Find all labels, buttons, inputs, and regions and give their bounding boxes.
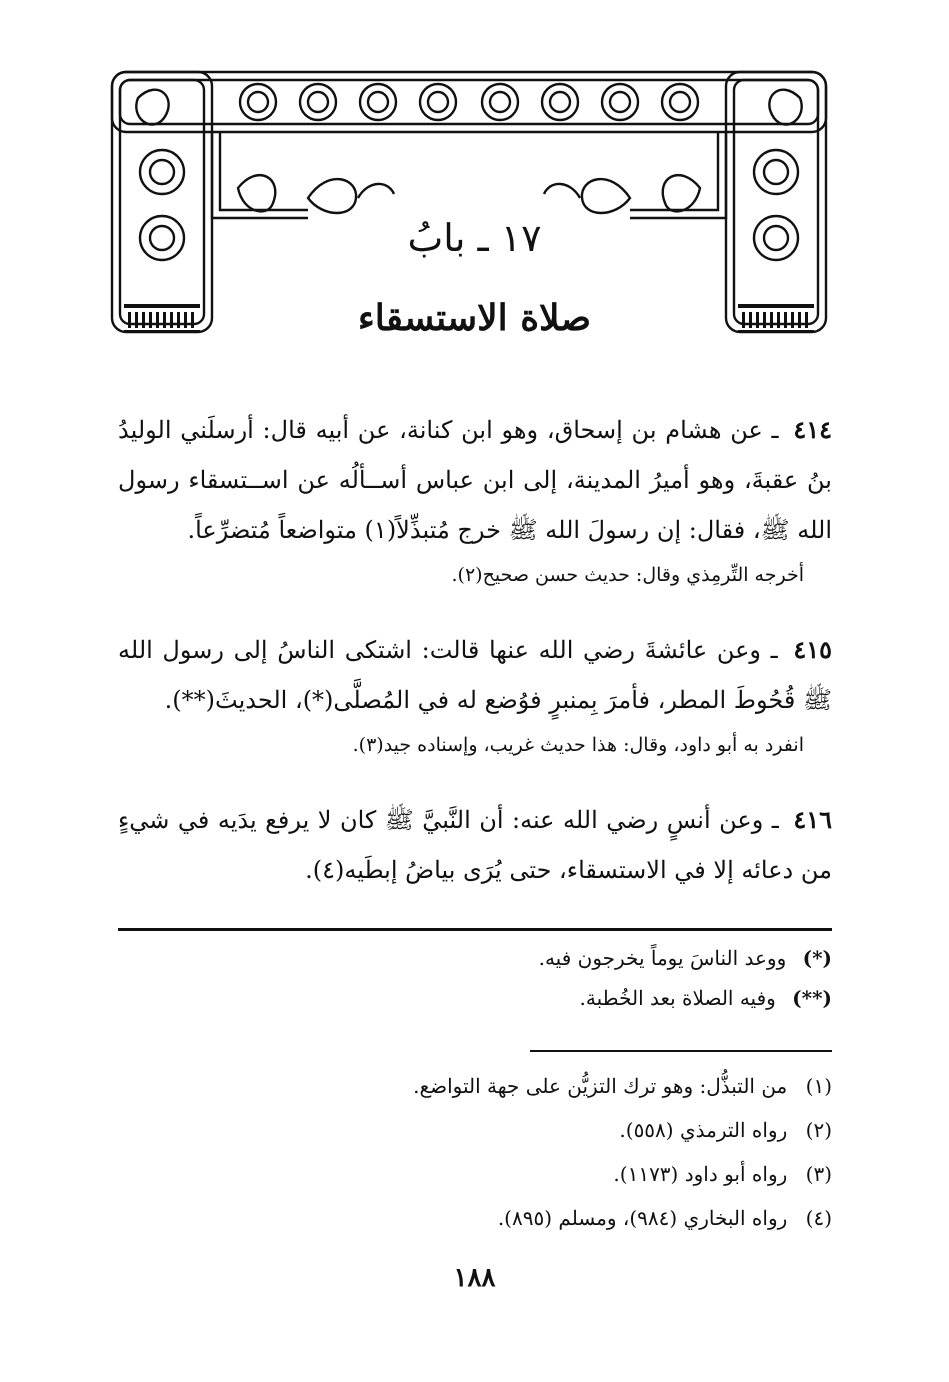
hadith-text bbox=[118, 405, 832, 555]
footnote-number: (٢) bbox=[805, 1118, 832, 1142]
footnote-number: (٤) bbox=[805, 1206, 832, 1230]
hadith-number: ٤١٦ bbox=[793, 805, 832, 834]
footnote-divider bbox=[530, 1050, 832, 1052]
editor-note bbox=[118, 938, 832, 978]
hadith-body: ـ عن هشام بن إسحاق، وهو ابن كنانة، عن أبيه قال: أرسلَني الوليدُ بنُ عقبةَ، وهو أميرُ المدينة، إلى ابن عباس أســألُه عن اســتسقاء رسول الله ﷺ، فقال: إن رسولَ الله ﷺ خرج مُتبذِّلاً(١) متواضعاً مُتضرِّعاً. bbox=[118, 416, 832, 544]
hadith-body: ـ وعن أنسٍ رضي الله عنه: أن النَّبيَّ ﷺ كان لا يرفع يدَيه في شيءٍ من دعائه إلا في الاستسقاء، حتى يُرَى بياضُ إبطَيه(٤). bbox=[118, 806, 832, 884]
note-mark: (**) bbox=[792, 986, 832, 1010]
main-divider bbox=[118, 928, 832, 931]
hadith-text bbox=[118, 625, 832, 725]
page-number: ١٨٨ bbox=[453, 1263, 496, 1293]
footnote-number: (٣) bbox=[805, 1162, 832, 1186]
hadith-number: ٤١٤ bbox=[793, 415, 832, 444]
footnote-item bbox=[118, 1108, 832, 1152]
footnote-text: رواه البخاري (٩٨٤)، ومسلم (٨٩٥). bbox=[497, 1206, 788, 1230]
footnote-text: رواه أبو داود (١١٧٣). bbox=[613, 1162, 788, 1186]
footnotes bbox=[118, 1064, 832, 1240]
chapter-number: ١٧ ـ بابُ bbox=[407, 216, 542, 260]
footnote-text: رواه الترمذي (٥٥٨). bbox=[619, 1118, 788, 1142]
hadith-414 bbox=[118, 405, 832, 595]
hadith-text bbox=[118, 795, 832, 895]
footnote-item bbox=[118, 1196, 832, 1240]
editor-note bbox=[118, 978, 832, 1018]
editor-notes bbox=[118, 938, 832, 1018]
footnote-item bbox=[118, 1152, 832, 1196]
hadith-body: ـ وعن عائشةَ رضي الله عنها قالت: اشتكى الناسُ إلى رسول الله ﷺ قُحُوطَ المطر، فأمرَ بِمنبرٍ فوُضع له في المُصلَّى(*)، الحديثَ(**). bbox=[118, 636, 832, 714]
footnote-number: (١) bbox=[805, 1074, 832, 1098]
footnote-item bbox=[118, 1064, 832, 1108]
hadith-takhrij: انفرد به أبو داود، وقال: هذا حديث غريب، وإسناده جيد(٣). bbox=[352, 734, 804, 756]
note-text: وفيه الصلاة بعد الخُطبة. bbox=[579, 986, 776, 1010]
footnote-text: من التبذُّل: وهو ترك التزيُّن على جهة التواضع. bbox=[413, 1074, 788, 1098]
hadith-takhrij: أخرجه التِّرمِذي وقال: حديث حسن صحيح(٢). bbox=[451, 564, 804, 586]
hadith-416 bbox=[118, 795, 832, 895]
note-mark: (*) bbox=[802, 946, 832, 970]
chapter-title: صلاة الاستسقاء bbox=[357, 297, 592, 339]
hadith-number: ٤١٥ bbox=[793, 635, 832, 664]
hadith-415 bbox=[118, 625, 832, 765]
note-text: ووعد الناسَ يوماً يخرجون فيه. bbox=[538, 946, 787, 970]
